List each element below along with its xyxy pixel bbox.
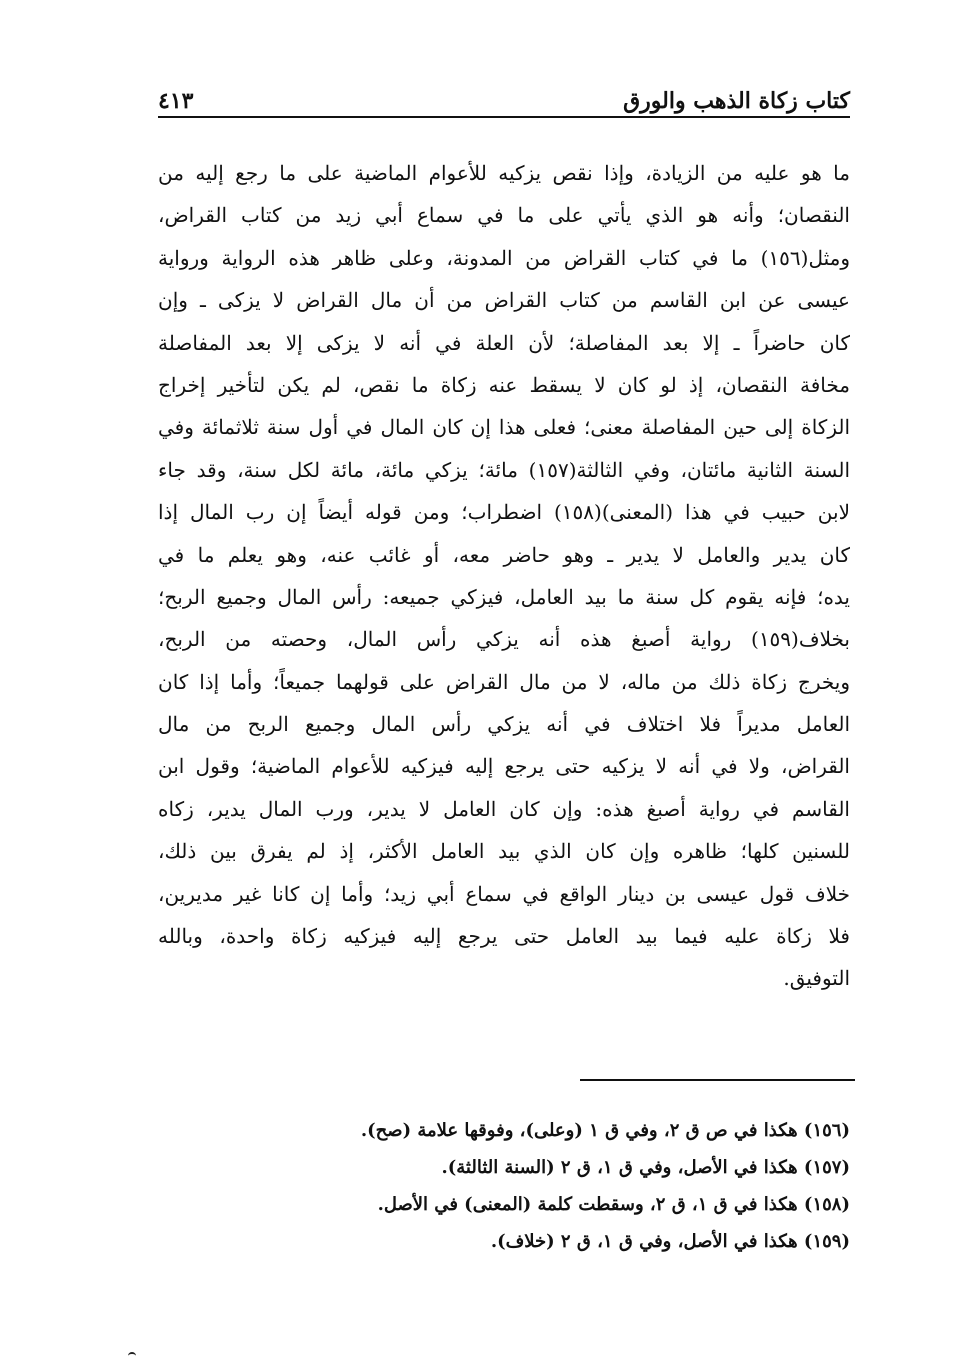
- printer-mark: [128, 1352, 136, 1360]
- text-line: النقصان؛ وأنه هو الذي يأتي على ما في سماع أبي زيد من كتاب القراض،: [158, 203, 850, 228]
- text-line: بخلاف(١٥٩) رواية أصبغ هذه أنه يزكي رأس المال، وحصته من الربح،: [158, 627, 850, 652]
- text-line: يده؛ فإنه يقوم كل سنة ما بيد العامل، فيزكي جميعه: رأس المال وجميع الربح؛: [158, 584, 850, 609]
- text-line: عيسى عن ابن القاسم من كتاب القراض من أن مال القراض لا يزكى ـ وإن: [158, 288, 850, 313]
- page-number: ٤١٣: [158, 88, 194, 114]
- running-header: [158, 82, 850, 118]
- text-line: الزكاة إلى حين المفاصلة معنى؛ فعلى هذا إن كان المال في أول سنة ثلاثمائة وفي: [158, 415, 850, 440]
- text-line: كان يدير والعامل لا يدير ـ وهو حاضر معه، أو غائب عنه، وهو يعلم ما في: [158, 542, 850, 567]
- text-line: لابن حبيب في هذا (المعنى)(١٥٨) اضطراب؛ ومن قوله أيضاً إن رب المال إذا: [158, 500, 850, 525]
- footnotes: [250, 1112, 850, 1260]
- text-line: العامل مديراً فلا اختلاف في أنه يزكي رأس المال وجميع الربح من مال: [158, 712, 850, 737]
- text-line: ومثل(١٥٦) ما في كتاب القراض من المدونة، وعلى ظاهر هذه الرواية ورواية: [158, 245, 850, 270]
- text-line: كان حاضراً ـ إلا بعد المفاصلة؛ لأن العلة في أنه لا يزكى إلا بعد المفاصلة: [158, 330, 850, 355]
- text-line: السنة الثانية مائتان، وفي الثالثة(١٥٧) مائة؛ يزكي مائة، مائة لكل سنة، وقد جاء: [158, 457, 850, 482]
- footnote-156: (١٥٦) هكذا في ص ق ٢، وفي ق ١ (وعلى)، وفوقها علامة (صح).: [360, 1120, 850, 1141]
- text-line: ويخرج زكاة ذلك من ماله، لا من مال القراض على قولهما جميعاً؛ وأما إذا كان: [158, 669, 850, 694]
- text-line: ما هو عليه من الزيادة، وإذا نقص يزكيه للأعوام الماضية على ما رجع إليه من: [158, 161, 850, 185]
- text-line-last: التوفيق.: [783, 966, 850, 991]
- text-line: للسنين كلها؛ ظاهره وإن كان الذي بيد العامل الأكثر، إذ لم يفرق بين ذلك،: [158, 839, 850, 864]
- text-line: مخافة النقصان، إذ لو كان لا يسقط عنه زكاة ما نقص، لم يكن لتأخير إخراج: [158, 372, 850, 397]
- text-line: فلا زكاة عليه فيما بيد العامل حتى يرجع إليه فيزكيه زكاة واحدة، وبالله: [158, 924, 850, 949]
- footnote-divider: [580, 1079, 855, 1081]
- running-title: كتاب زكاة الذهب والورق: [623, 88, 850, 114]
- text-line: خلاف قول عيسى بن دينار الواقع في سماع أبي زيد؛ وأما إن كانا غير مديرين،: [158, 881, 850, 906]
- body-text: [158, 152, 850, 1000]
- text-line: القراض، ولا في أنه لا يزكيه حتى يرجع إليه فيزكيه للأعوام الماضية؛ وقول ابن: [158, 754, 850, 779]
- footnote-159: (١٥٩) هكذا في الأصل، وفي ق ١، ق ٢ (خلاف).: [490, 1231, 850, 1252]
- footnote-158: (١٥٨) هكذا في ق ١، ق ٢، وسقطت كلمة (المعنى) في الأصل.: [377, 1194, 850, 1215]
- text-line: القاسم في رواية أصبغ هذه: وإن كان العامل لا يدير، ورب المال يدير، زكاه: [158, 796, 850, 821]
- footnote-157: (١٥٧) هكذا في الأصل، وفي ق ١، ق ٢ (السنة الثالثة).: [441, 1157, 850, 1178]
